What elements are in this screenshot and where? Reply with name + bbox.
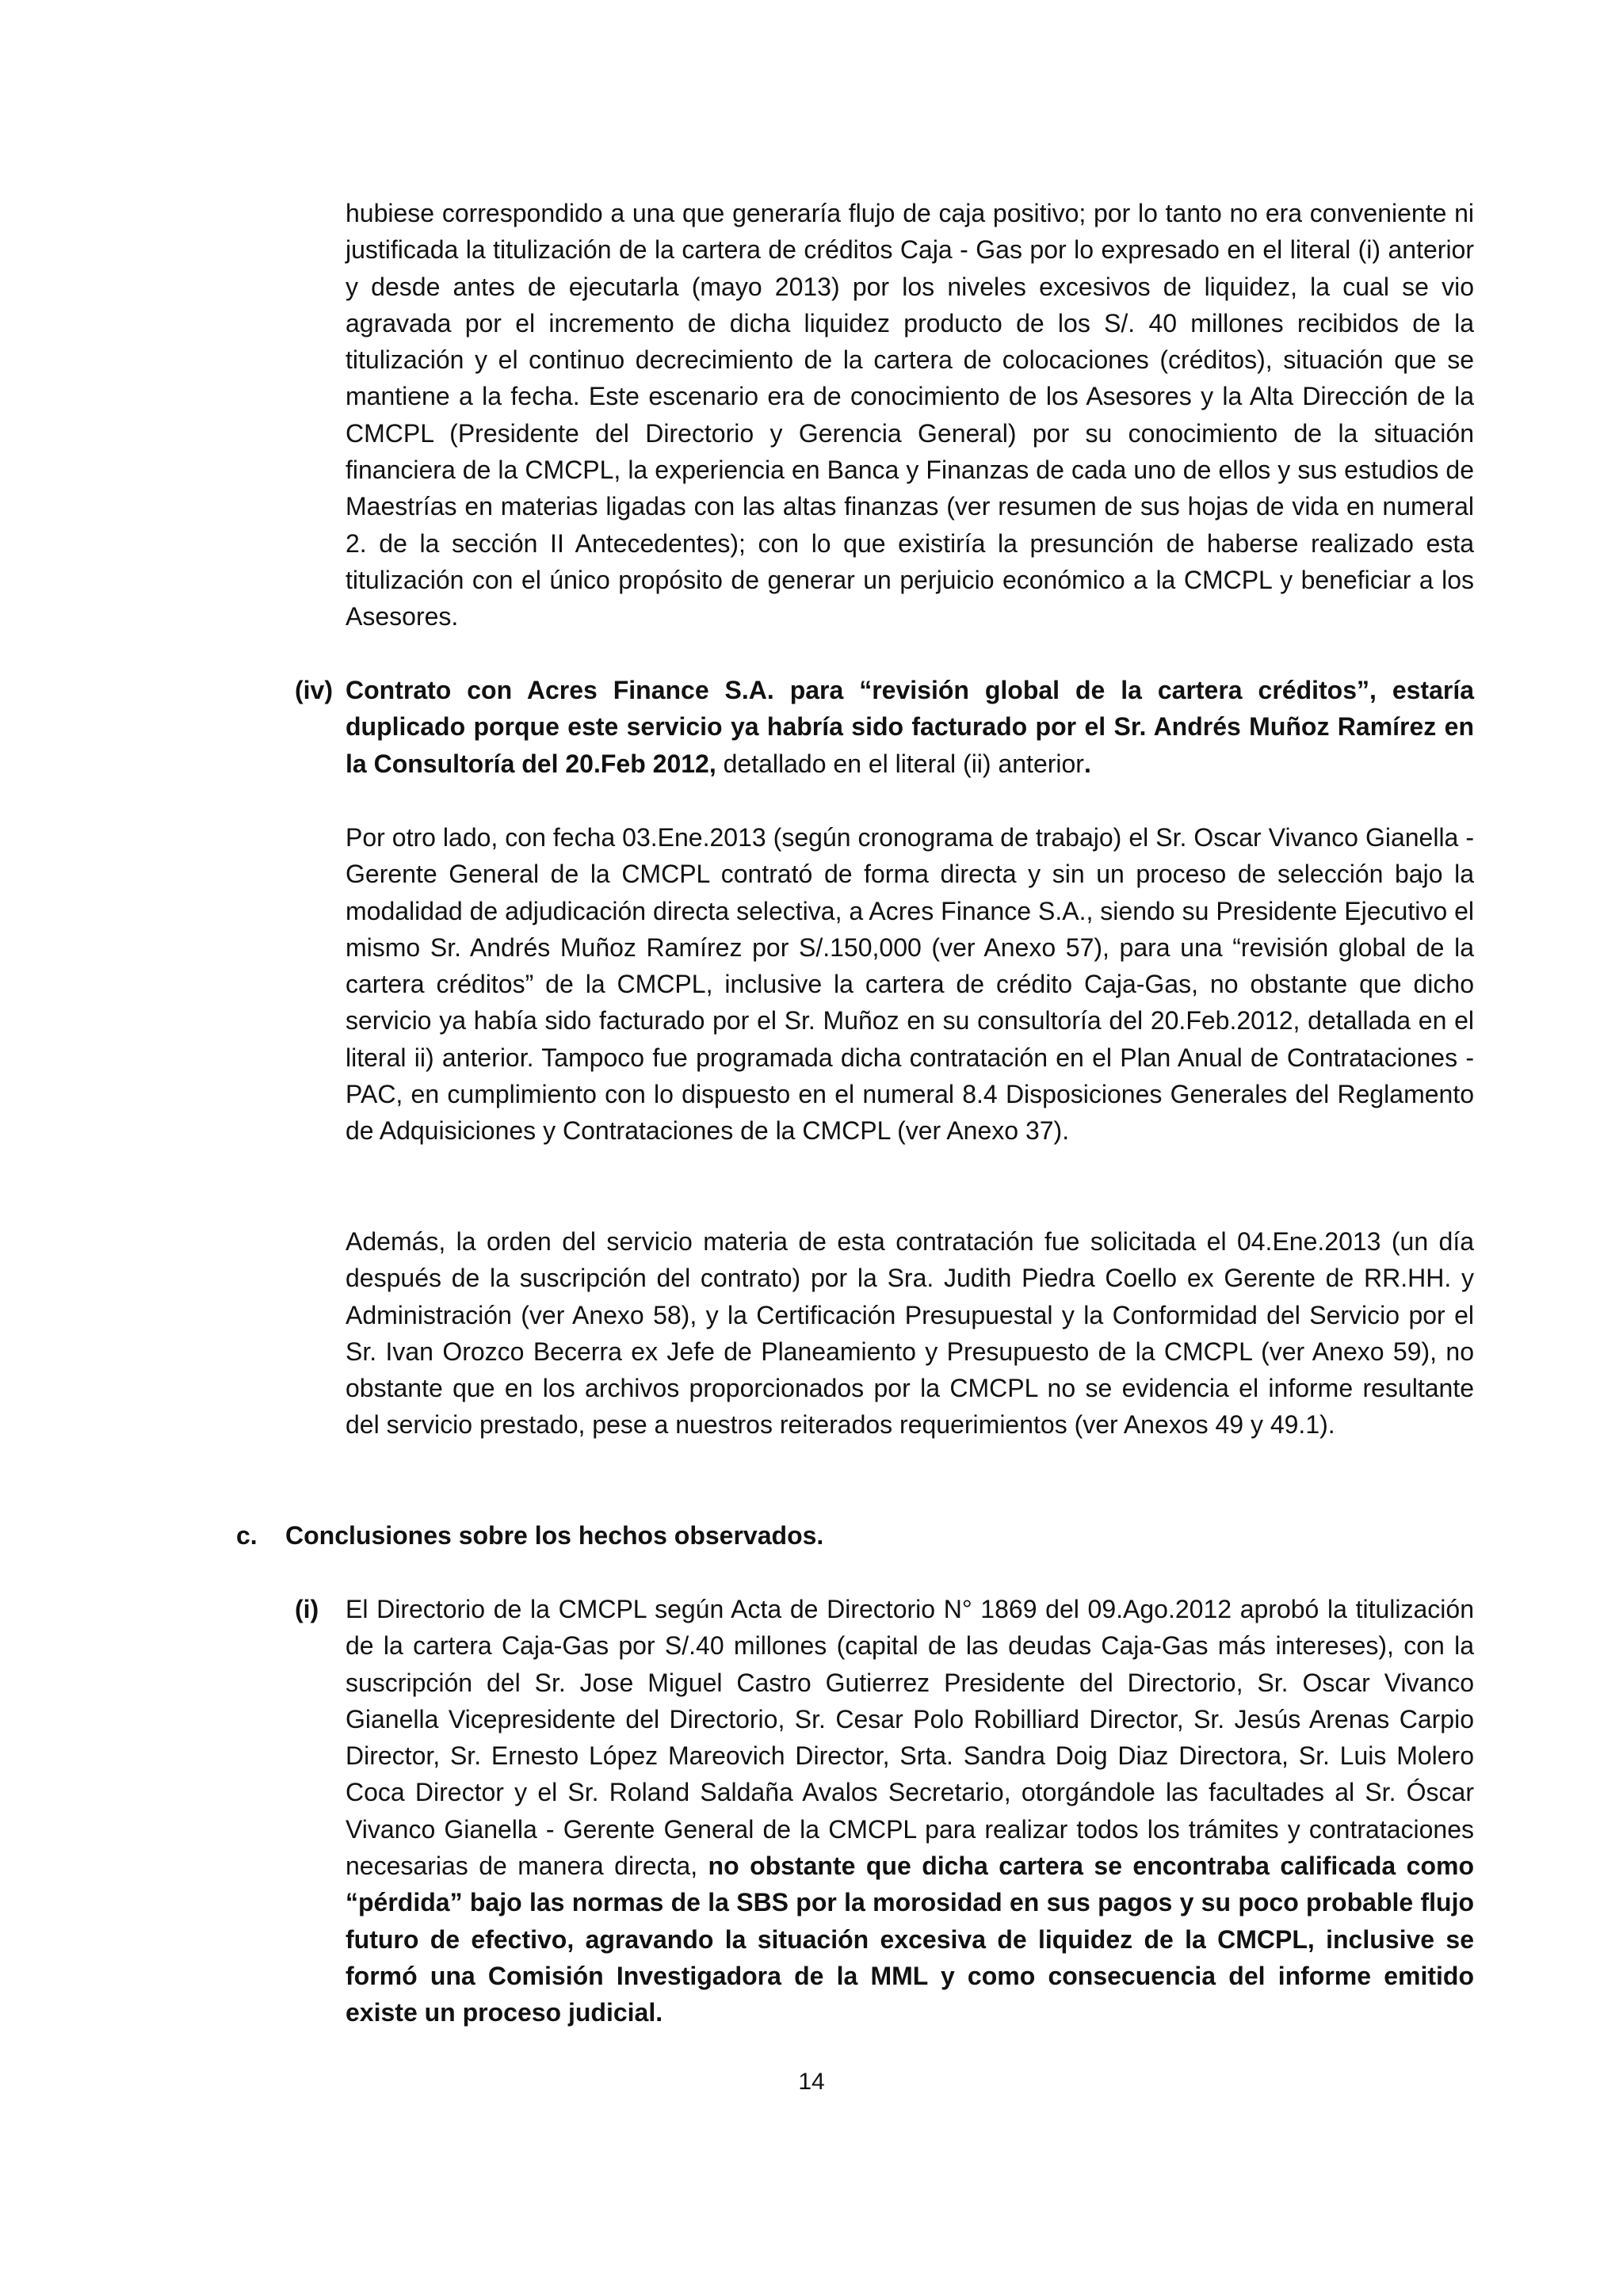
item-i-bold-text: no obstante que dicha cartera se encontraba calificada como “pérdida” bajo las normas de la SBS por la morosidad en sus pagos y su poco probable flujo futuro de efectivo, agravando la situación excesiva de liquidez de la CMCPL, inclusive se formó una Comisión Investigadora de la MML y como consecuencia del informe emitido existe un proceso judicial. bbox=[346, 1852, 1475, 2027]
item-i-paragraph bbox=[346, 1591, 1474, 2031]
section-c-title: Conclusiones sobre los hechos observados. bbox=[285, 1521, 824, 1550]
paragraph-securitization-analysis: hubiese correspondido a una que generaría flujo de caja positivo; por lo tanto no era conveniente ni justificada la titulización de la cartera de créditos Caja - Gas por lo expresado en el literal (i) anterior y desde antes de ejecutarla (mayo 2013) por los niveles excesivos de liquidez, la cual se vio agravada por el incremento de dicha liquidez producto de los S/. 40 millones recibidos de la titulización y el continuo decrecimiento de la cartera de colocaciones (créditos), situación que se mantiene a la fecha. Este escenario era de conocimiento de los Asesores y la Alta Dirección de la CMCPL (Presidente del Directorio y Gerencia General) por su conocimiento de la situación financiera de la CMCPL, la experiencia en Banca y Finanzas de cada uno de ellos y sus estudios de Maestrías en materias ligadas con las altas finanzas (ver resumen de sus hojas de vida en numeral 2. de la sección II Antecedentes); con lo que existiría la presunción de haberse realizado esta titulización con el único propósito de generar un perjuicio económico a la CMCPL y beneficiar a los Asesores. bbox=[346, 199, 1474, 631]
item-i-normal-text: El Directorio de la CMCPL según Acta de Directorio N° 1869 del 09.Ago.2012 aprobó la titulización de la cartera Caja-Gas por S/.40 millones (capital de las deudas Caja-Gas más intereses), con la suscripción del Sr. Jose Miguel Castro Gutierrez Presidente del Directorio, Sr. Oscar Vivanco Gianella Vicepresidente del Directorio, Sr. Cesar Polo Robilliard Director, Sr. Jesús Arenas Carpio Director, Sr. Ernesto López Mareovich Director, Srta. Sandra Doig Diaz Directora, Sr. Luis Molero Coca Director y el Sr. Roland Saldaña Avalos Secretario, otorgándole las facultades al Sr. Óscar Vivanco Gianella - Gerente General de la CMCPL para realizar todos los trámites y contrataciones necesarias de manera directa, bbox=[346, 1595, 1474, 1881]
section-c-letter: c. bbox=[236, 1521, 258, 1550]
item-iv-end-mark: . bbox=[1083, 749, 1091, 778]
item-iv-bold-text: Contrato con Acres Finance S.A. para “revisión global de la cartera créditos”, estaría duplicado porque este servicio ya habría sido facturado por el Sr. Andrés Muñoz Ramírez en la Consultoría del 20.Feb 2012, bbox=[346, 676, 1474, 778]
item-iv-label: (iv) bbox=[295, 676, 333, 704]
item-iv-heading bbox=[346, 672, 1474, 782]
page-number: 14 bbox=[798, 2069, 825, 2095]
paragraph-acres-contract: Por otro lado, con fecha 03.Ene.2013 (según cronograma de trabajo) el Sr. Oscar Vivanco Gianella - Gerente General de la CMCPL contrató de forma directa y sin un proceso de selección bajo la modalidad de adjudicación directa selectiva, a Acres Finance S.A., siendo su Presidente Ejecutivo el mismo Sr. Andrés Muñoz Ramírez por S/.150,000 (ver Anexo 57), para una “revisión global de la cartera créditos” de la CMCPL, inclusive la cartera de crédito Caja-Gas, no obstante que dicho servicio ya había sido facturado por el Sr. Muñoz en su consultoría del 20.Feb.2012, detallada en el literal ii) anterior. Tampoco fue programada dicha contratación en el Plan Anual de Contrataciones - PAC, en cumplimiento con lo dispuesto en el numeral 8.4 Disposiciones Generales del Reglamento de Adquisiciones y Contrataciones de la CMCPL (ver Anexo 37). bbox=[346, 823, 1474, 1146]
item-iv-normal-text: detallado en el literal (ii) anterior bbox=[716, 749, 1084, 778]
paragraph-service-order: Además, la orden del servicio materia de esta contratación fue solicitada el 04.Ene.2013 (un día después de la suscripción del contrato) por la Sra. Judith Piedra Coello ex Gerente de RR.HH. y Administración (ver Anexo 58), y la Certificación Presupuestal y la Conformidad del Servicio por el Sr. Ivan Orozco Becerra ex Jefe de Planeamiento y Presupuesto de la CMCPL (ver Anexo 59), no obstante que en los archivos proporcionados por la CMCPL no se evidencia el informe resultante del servicio prestado, pese a nuestros reiterados requerimientos (ver Anexos 49 y 49.1). bbox=[346, 1227, 1474, 1440]
item-i-label: (i) bbox=[295, 1595, 319, 1623]
